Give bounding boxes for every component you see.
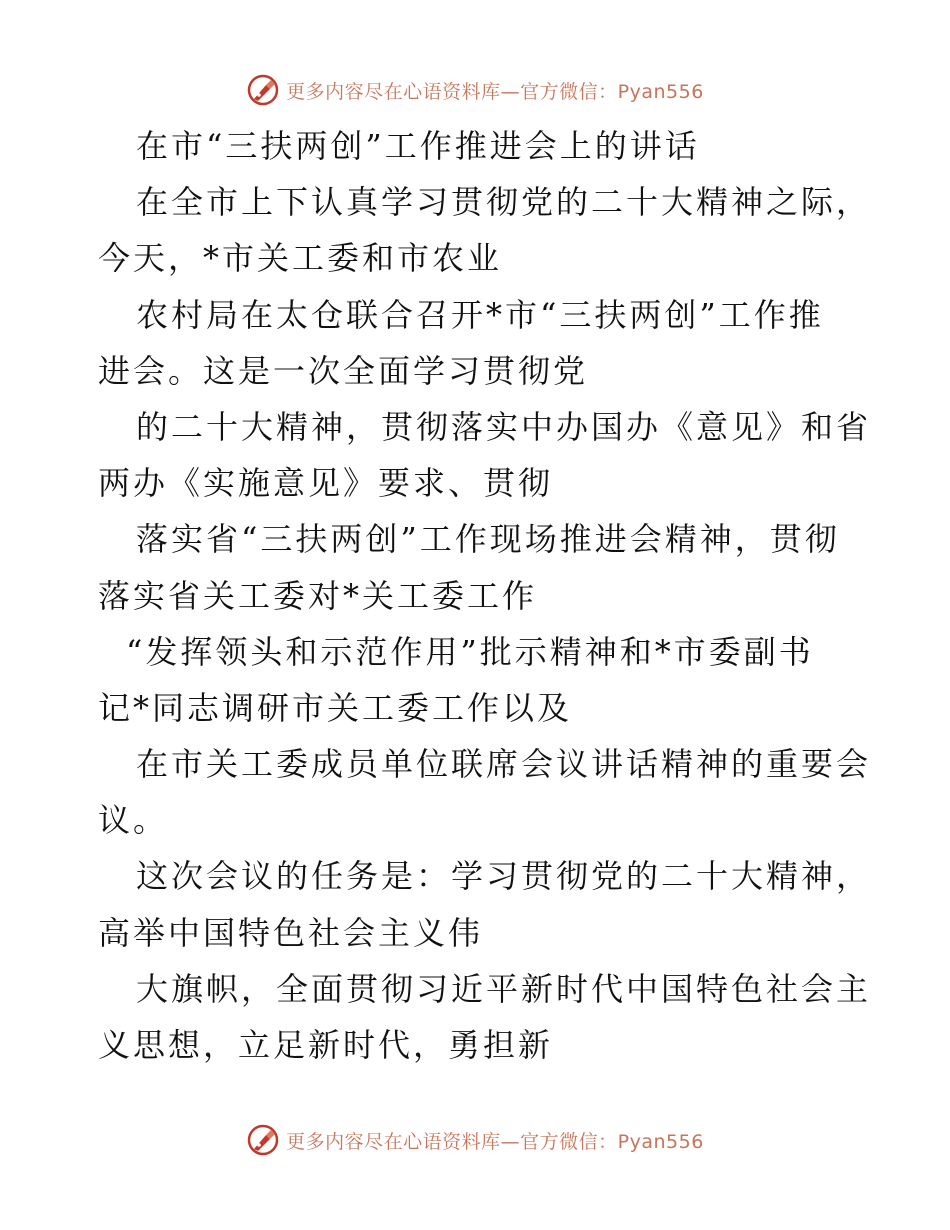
document-body <box>98 118 872 1073</box>
paragraph-line: 农村局在太仓联合召开*市“三扶两创”工作推 <box>136 295 824 334</box>
paragraph-line: “发挥领头和示范作用”批示精神和*市委副书 <box>126 632 814 671</box>
paragraph-line: 在市关工委成员单位联席会议讲话精神的重要会 <box>136 745 872 784</box>
paragraph-line: 记*同志调研市关工委工作以及 <box>98 688 573 727</box>
paragraph-line: 今天，*市关工委和市农业 <box>98 239 503 278</box>
paragraph-line: 在全市上下认真学习贯彻党的二十大精神之际， <box>136 183 872 222</box>
paragraph-line: 的二十大精神，贯彻落实中办国办《意见》和省 <box>136 407 872 446</box>
document-title: 在市“三扶两创”工作推进会上的讲话 <box>136 127 700 165</box>
header-watermark <box>0 70 950 110</box>
paragraph-line: 落实省“三扶两创”工作现场推进会精神，贯彻 <box>136 520 840 559</box>
watermark-text: 更多内容尽在心语资料库—官方微信：Pyan556 <box>286 80 704 103</box>
paragraph-line: 落实省关工委对*关工委工作 <box>98 576 538 615</box>
pen-nib-icon <box>246 73 280 107</box>
paragraph-line: 大旗帜，全面贯彻习近平新时代中国特色社会主 <box>136 969 872 1008</box>
watermark-text: 更多内容尽在心语资料库—官方微信：Pyan556 <box>286 1130 704 1153</box>
paragraph-line: 两办《实施意见》要求、贯彻 <box>98 464 554 503</box>
paragraph-line: 这次会议的任务是：学习贯彻党的二十大精神， <box>136 857 872 896</box>
paragraph-line: 议。 <box>98 801 169 840</box>
paragraph-line: 高举中国特色社会主义伟 <box>98 913 484 952</box>
pen-nib-icon <box>246 1123 280 1157</box>
paragraph-line: 义思想，立足新时代，勇担新 <box>98 1026 554 1064</box>
paragraph-line: 进会。这是一次全面学习贯彻党 <box>98 351 589 390</box>
footer-watermark <box>0 1120 950 1160</box>
